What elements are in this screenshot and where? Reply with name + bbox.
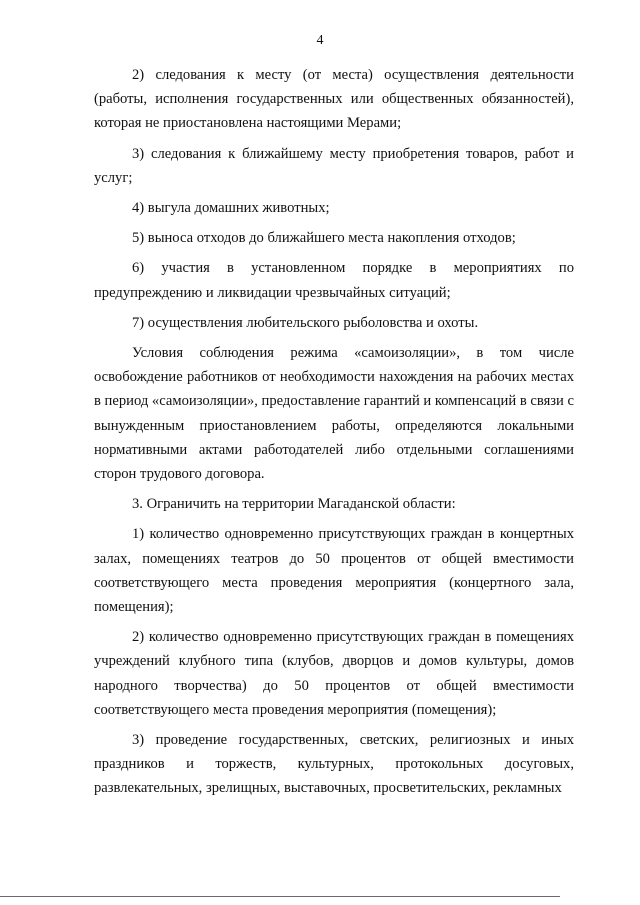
list-item-6: 6) участия в установленном порядке в мероприятиях по предупреждению и ликвидации чрезвычайных ситуаций; [94,260,574,301]
list-item-7: 7) осуществления любительского рыболовства и охоты. [132,314,479,331]
self-isolation-conditions-paragraph: Условия соблюдения режима «самоизоляции», в том числе освобождение работников от необходимости нахождения на рабочих местах в период «самоизоляции», предоставление гарантий и компенсаций в связи с вынужденным приостановлением работы, определяются локальными нормативными актами работодателей либо отдельными соглашениями сторон трудового договора. [94,345,574,483]
restriction-item-1: 1) количество одновременно присутствующих граждан в концертных залах, помещениях театров до 50 процентов от общей вместимости соответствующего места проведения мероприятия (концертного зала, помещения); [94,526,574,616]
section-3-heading: 3. Ограничить на территории Магаданской области: [132,496,456,513]
document-body [94,63,574,807]
list-item-4: 4) выгула домашних животных; [132,200,330,217]
list-item-5: 5) выноса отходов до ближайшего места накопления отходов; [132,230,516,247]
list-item-2: 2) следования к месту (от места) осуществления деятельности (работы, исполнения государственных или общественных обязанностей), которая не приостановлена настоящими Мерами; [94,67,574,132]
list-item-3: 3) следования к ближайшему месту приобретения товаров, работ и услуг; [94,145,574,186]
restriction-item-2: 2) количество одновременно присутствующих граждан в помещениях учреждений клубного типа (клубов, дворцов и домов культуры, домов народного творчества) до 50 процентов от общей вместимости соответствующего места проведения мероприятия (помещения); [94,629,574,718]
footer-rule [0,896,560,897]
page-number: 4 [316,33,324,48]
restriction-item-3: 3) проведение государственных, светских, религиозных и иных праздников и торжеств, культурных, протокольных досуговых, развлекательных, зрелищных, выставочных, просветительских, рекламных [94,732,574,797]
